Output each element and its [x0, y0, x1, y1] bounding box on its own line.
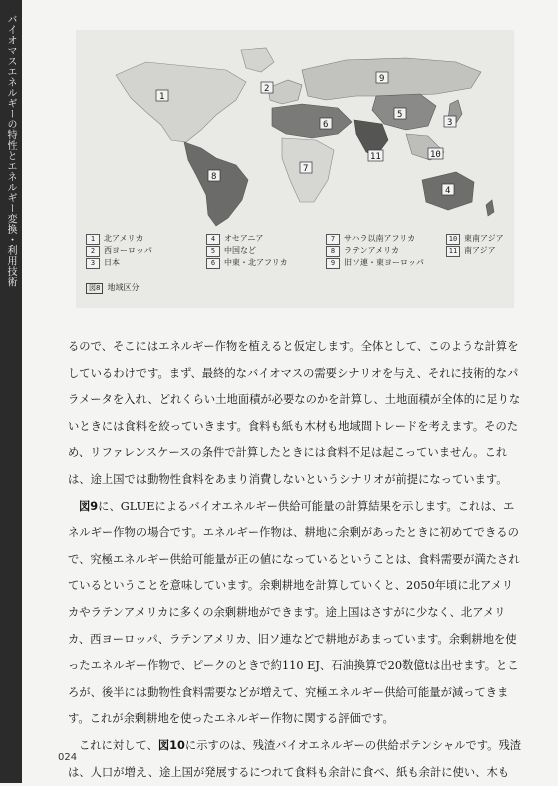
legend-item: 4 オセアニア — [206, 233, 326, 245]
legend-item: 7 サハラ以南アフリカ — [326, 233, 446, 245]
svg-text:6: 6 — [323, 120, 329, 130]
svg-text:4: 4 — [445, 186, 451, 196]
region-label-7 — [300, 162, 312, 174]
region-north-america — [116, 62, 246, 142]
body-text — [68, 334, 523, 786]
legend-item: 11 南アジア — [446, 245, 506, 257]
paragraph: るので、そこにはエネルギー作物を植えると仮定します。全体として、このような計算をしているわけです。まず、最終的なバイオマスの需要シナリオを与え、それに技術的なパラメータを入れ、どれくらい土地面積が必要なのかを計算し、土地面積が全体的に足りないときには食料を絞っていきます。食料も紙も木材も地域間トレードを考えます。そのため、リファレンスケースの条件で計算したときには食料不足は起こっていません。これは、途上国では動物性食料をあまり消費しないというシナリオが前提になっています。 — [68, 340, 521, 486]
svg-text:3: 3 — [447, 118, 453, 128]
svg-text:1: 1 — [159, 92, 165, 102]
legend-item: 6 中東・北アフリカ — [206, 257, 326, 269]
region-label-2 — [261, 82, 273, 94]
legend-item: 1 北アメリカ — [86, 233, 206, 245]
legend-item: 8 ラテンアメリカ — [326, 245, 446, 257]
region-label-10 — [428, 148, 443, 160]
figure-reference: 図9 — [79, 499, 99, 513]
region-label-3 — [444, 116, 456, 128]
paragraph: これに対して、図10に示すのは、残渣バイオエネルギーの供給ポテンシャルです。残渣は、人口が増え、途上国が発展するにつれて食料も余計に食べ、紙も余計に使い、木も — [68, 738, 522, 779]
region-label-9 — [376, 72, 388, 84]
region-former-ussr — [302, 58, 481, 100]
svg-text:9: 9 — [379, 74, 385, 84]
region-label-1 — [156, 90, 168, 102]
legend-row — [86, 245, 506, 257]
legend-item: 2 西ヨーロッパ — [86, 245, 206, 257]
svg-text:2: 2 — [264, 84, 270, 94]
legend-row — [86, 233, 506, 245]
legend-item: 5 中国など — [206, 245, 326, 257]
svg-text:7: 7 — [303, 164, 309, 174]
figure-number: 図8 — [86, 283, 103, 294]
world-map — [76, 30, 514, 230]
new-zealand — [486, 200, 494, 216]
svg-text:11: 11 — [370, 152, 381, 162]
region-label-5 — [394, 108, 406, 120]
figure-caption — [86, 282, 139, 294]
svg-text:10: 10 — [430, 150, 441, 160]
region-latin-america — [184, 142, 248, 226]
region-middle-east-north-africa — [272, 104, 352, 138]
svg-text:8: 8 — [211, 172, 217, 182]
figure-caption-text: 地域区分 — [107, 283, 140, 292]
legend-item: 9 旧ソ連・東ヨーロッパ — [326, 257, 446, 269]
page-number: 024 — [58, 752, 78, 763]
chapter-running-head: バイオマスエネルギーの特性とエネルギー変換・利用技術 — [5, 14, 16, 287]
paragraph: 図9に、GLUEによるバイオエネルギー供給可能量の計算結果を示します。これは、エネルギー作物の場合です。エネルギー作物は、耕地に余剰があったときに初めてできるので、究極エネルギー供給可能量が正の値になっているということは、食料需要が満たされているということを意味しています。余剰耕地を計算していくと、2050年頃に北アメリカやラテンアメリカに多くの余剰耕地ができます。途上国はさすがに少なく、北アメリカ、西ヨーロッパ、ラテンアメリカ、旧ソ連などで耕地があまっています。余剰耕地を使ったエネルギー作物で、ピークのときで約110 EJ、石油換算で20数億tは出せます。ところが、後半には動物性食料需要などが増えて、究極エネルギー供給可能量が減ってきます。これが余剰耕地を使ったエネルギー作物に関する評価です。 — [68, 499, 520, 726]
legend-item: 3 日本 — [86, 257, 206, 269]
legend-row — [86, 257, 506, 269]
chapter-side-bar — [0, 0, 22, 783]
legend-item: 10 東南アジア — [446, 233, 506, 245]
region-label-8 — [208, 170, 220, 182]
greenland — [241, 48, 274, 72]
figure-reference: 図10 — [157, 738, 185, 752]
region-label-11 — [368, 150, 383, 162]
svg-text:5: 5 — [397, 110, 403, 120]
region-label-4 — [442, 184, 454, 196]
region-label-6 — [320, 118, 332, 130]
figure-region-map — [76, 30, 514, 308]
